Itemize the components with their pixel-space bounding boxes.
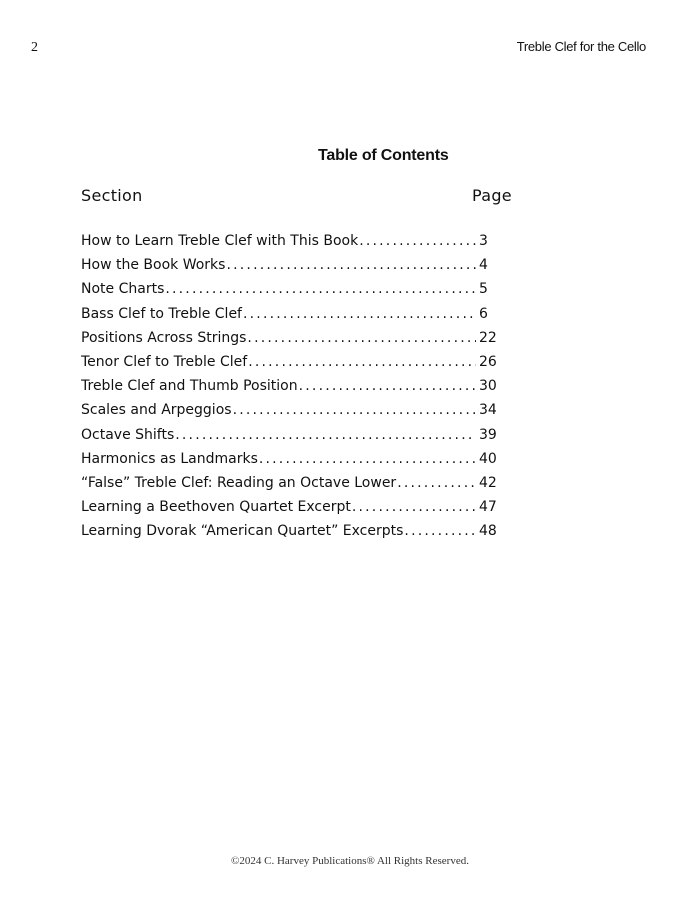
dot-leader [352, 499, 476, 515]
toc-title: Table of Contents [318, 147, 449, 164]
toc-entry-label: Harmonics as Landmarks [81, 450, 258, 467]
toc-entry[interactable] [81, 523, 501, 547]
toc-entry-page: 3 [479, 233, 488, 249]
toc-entry[interactable] [81, 354, 501, 378]
toc-entry[interactable] [81, 257, 501, 281]
dot-leader [359, 233, 476, 249]
toc-entry-page: 48 [479, 523, 497, 540]
dot-leader [175, 427, 476, 443]
section-column-heading: Section [81, 186, 143, 205]
dot-leader [165, 281, 476, 297]
copyright-footer: ©2024 C. Harvey Publications® All Rights Reserved. [231, 855, 469, 867]
toc-entry-page: 22 [479, 329, 497, 346]
toc-entry-label: Treble Clef and Thumb Position [81, 378, 298, 395]
toc-entry-page: 30 [479, 378, 497, 395]
toc-entry[interactable] [81, 499, 501, 523]
toc-entry-page: 39 [479, 426, 497, 443]
toc-entry[interactable] [81, 402, 501, 426]
toc-entry-label: How the Book Works [81, 257, 226, 274]
toc-entry-label: Octave Shifts [81, 426, 175, 443]
toc-entry[interactable] [81, 475, 501, 499]
dot-leader [397, 475, 476, 491]
toc-entry-label: Learning Dvorak “American Quartet” Excerpts [81, 523, 404, 540]
page-number: 2 [31, 40, 38, 55]
toc-entry[interactable] [81, 451, 501, 475]
toc-entry-page: 6 [479, 305, 488, 322]
toc-entry-page: 34 [479, 402, 497, 419]
toc-list [81, 233, 501, 547]
dot-leader [259, 451, 476, 467]
dot-leader [404, 523, 476, 539]
toc-entry[interactable] [81, 427, 501, 451]
toc-entry[interactable] [81, 378, 501, 402]
toc-entry-label: Note Charts [81, 281, 165, 298]
toc-entry[interactable] [81, 306, 501, 330]
toc-entry[interactable] [81, 281, 501, 305]
toc-entry-label: Positions Across Strings [81, 329, 247, 346]
running-header: Treble Clef for the Cello [516, 39, 646, 54]
dot-leader [248, 354, 476, 370]
toc-entry[interactable] [81, 330, 501, 354]
toc-entry-label: Scales and Arpeggios [81, 402, 232, 419]
page-column-heading: Page [472, 186, 512, 205]
dot-leader [247, 330, 476, 346]
toc-entry-label: How to Learn Treble Clef with This Book [81, 233, 359, 249]
dot-leader [226, 257, 476, 273]
toc-entry-page: 4 [479, 257, 488, 274]
toc-entry-label: Bass Clef to Treble Clef [81, 305, 242, 322]
toc-entry-page: 40 [479, 450, 497, 467]
dot-leader [233, 402, 476, 418]
toc-entry-page: 42 [479, 474, 497, 491]
toc-entry-label: “False” Treble Clef: Reading an Octave Lower [81, 474, 397, 491]
toc-entry-page: 5 [479, 281, 488, 298]
toc-entry-page: 26 [479, 353, 497, 370]
toc-entry-label: Tenor Clef to Treble Clef [81, 353, 248, 370]
dot-leader [243, 306, 476, 322]
toc-entry-label: Learning a Beethoven Quartet Excerpt [81, 499, 351, 516]
dot-leader [299, 378, 476, 394]
toc-entry-page: 47 [479, 499, 497, 516]
toc-entry[interactable] [81, 233, 501, 257]
